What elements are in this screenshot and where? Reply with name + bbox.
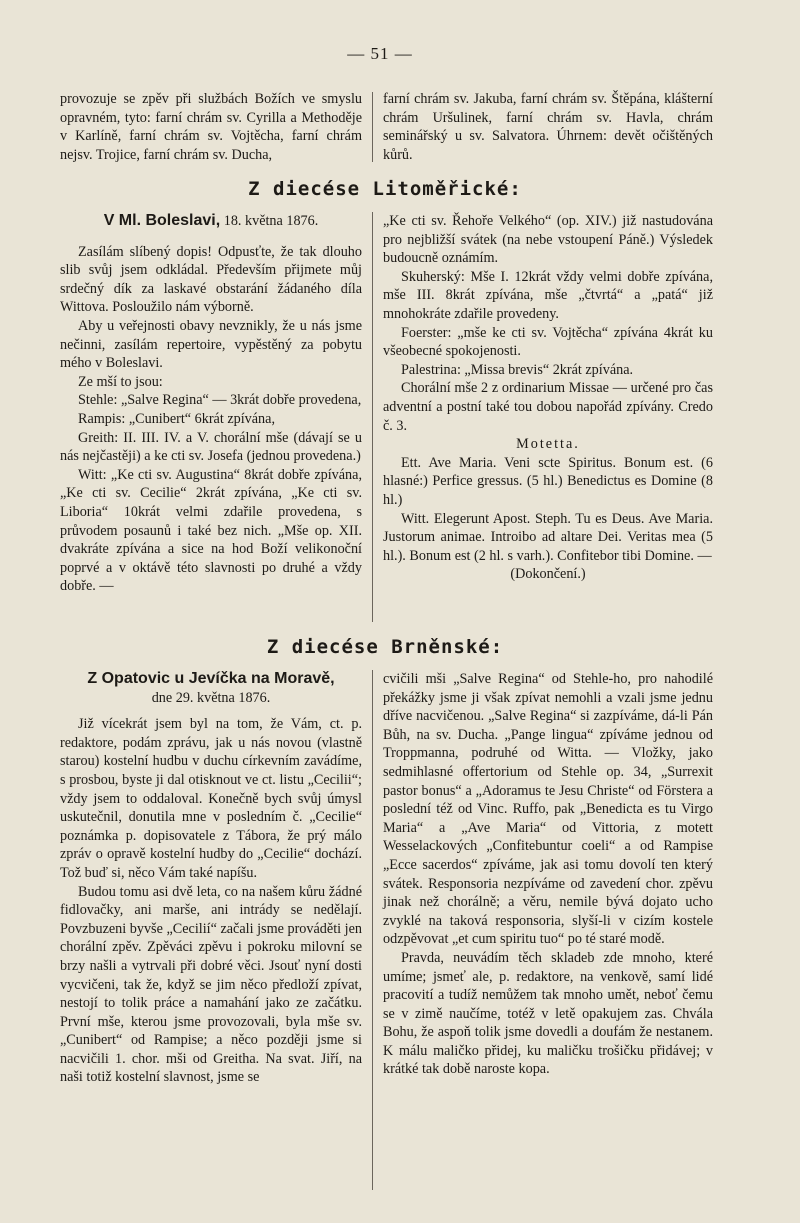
letter1-paragraph: Ze mší to jsou: [78,373,163,390]
section2-right-column [383,670,713,1079]
letter1-date: 18. května 1876. [220,213,319,229]
page-number: — 51 — [347,44,413,63]
letter2-paragraph: Budou tomu asi dvě leta, co na našem kůru žádné fidlovačky, ani marše, ani intrády se nedělají. Povzbuzeni byvše „Cecilií“ začali jsme prováděti jen chorální zpěv. Zpěváci zpěvu i pokroku milovní se brzy našli a vytrvali při dobré věci. Jsouť nyní dosti vycvičeni, tak že, když se jim něco předloží zpívat, nestojí to tolik práce a namahání jako ze začátku. První mše, kterou jsme provozovali, byla mše sv. „Cunibert“ od Rampise; a něco později jsme si nacvičili 1. chor. mši od Greitha. Na svat. Jiří, na naši totiž kostelní slavnost, jsme se [60,883,362,1086]
section-heading-brno: Z diecése Brněnské: [266,636,504,658]
letter2-date: dne 29. května 1876. [151,689,271,706]
letter2-place: Z Opatovic u Jevíčka na Moravě, [87,670,335,687]
letter2-paragraph: Pravda, neuvádím těch skladeb zde mnoho, které umíme; jsmeť ale, p. redaktore, na venkově, samí lidé pracovití a tudíž nemůžem tak mnoho umět, neboť čemu se v zimě naučíme, totéž v letě opakujem zas. Chvála Bohu, že aspoň tolik jsme dovedli a doufám že nestanem. K málu maličko přidej, ku maličku trošičku přidávej; v krátké tak době naroste kopa. [383,949,713,1078]
letter2-paragraph: cvičili mši „Salve Regina“ od Stehle-ho, pro nahodilé překážky jsme ji však zpívat nemohli a vzali jsme jednu dříve nacvičenou. „Salve Regina“ si zazpíváme, dá-li Pán Bůh, na sv. Ducha. „Pange lingua“ zpíváme jednou od Troppmanna, podruhé od Witta. — Vložky, jako sedmihlasné offertorium od Stehle op. 34, „Surrexit pastor bonus“ a „Adoramus te Jesu Christe“ od Förstera a poslední též od Vinc. Ruffo, pak „Benedicta es tu Virgo Maria“ a „Ave Maria“ od Vittoria, z motett Wesselackových „Confitebuntur coeli“ a od Rampise „Ecce sacerdos“ zpíváme, jak asi tomu dovolí ten který svátek. Responsoria nezpíváme od zavedení chor. zpěvu jinak než chorálně; a věru, nemile bývá dojato ucho zvyklé na taková responsoria, slyší-li v cizím kostele odzpěvovat „et cum spiritu tuo“ po té staré modě. [383,671,713,948]
top-left-column [60,90,362,164]
continued-note: (Dokončení.) [510,566,586,583]
section1-column-rule [372,212,373,622]
letter1-paragraph: Rampis: „Cunibert“ 6krát zpívána, [78,410,275,427]
letter1-paragraph: Witt: „Ke cti sv. Augustina“ 8krát dobře zpívána, „Ke cti sv. Cecilie“ 2krát zpívána, „Ke cti sv. Liboria“ 10krát velmi zdařile provedena, s průvodem posaunů i také bez nich. „Mše op. XII. dvakráte zpívána a sice na hod Boží velikonoční poprvé a v oktávě této slavnosti po druhé a vždy dobře. — [60,466,362,595]
letter1-paragraph: Ett. Ave Maria. Veni scte Spiritus. Bonum est. (6 hlasné:) Perfice gressus. (5 hl.) Benedictus es Domine (8 hl.) [383,454,713,508]
letter1-location [60,212,362,231]
letter1-paragraph: Aby u veřejnosti obavy nevznikly, že u nás jsme nečinni, zasílám repertoire, vypěstěný za pobytu mého v Boleslavi. [60,317,362,372]
letter1-place: V Ml. Boleslavi, [103,212,221,229]
top-left-text: provozuje se zpěv při službách Božích ve smyslu opravném, tyto: farní chrám sv. Cyrilla a Methoděje v Karlíně, farní chrám sv. Vojtěcha, farní chrám nejsv. Trojice, farní chrám sv. Ducha, [60,91,362,163]
letter1-paragraph: Chorální mše 2 z ordinarium Missae — určené pro čas adventní a postní také tou dobou napořád zpívány. Credo č. 3. [383,380,713,434]
motets-heading: Motetta. [516,436,580,453]
letter1-paragraph: Greith: II. III. IV. a V. chorální mše (dávají se u nás nejčastěji) a ke cti sv. Josefa (jednou provedena.) [60,429,362,465]
letter1-paragraph: Witt. Elegerunt Apost. Steph. Tu es Deus. Ave Maria. Justorum animae. Introibo ad altare Dei. Veritas mea (5 hl.). Bonum est (2 hl. s varh.). Confitebor tibi Domine. — [383,510,713,564]
letter1-paragraph: „Ke cti sv. Řehoře Velkého“ (op. XIV.) již nastudována pro nejbližší svátek (na nebe vstoupení Páně.) Výsledek budoucně oznámím. [383,213,713,267]
top-column-rule [372,92,373,162]
section1-left-column [60,212,362,596]
section-heading-litomerice: Z diecése Litoměřické: [248,178,522,200]
letter2-paragraph: Již vícekrát jsem byl na tom, že Vám, ct. p. redaktore, podám zprávu, jak u nás novou (vlastně starou) kostelní hudbu v duchu církevním zavádíme, s prosbou, byste ji dal otisknout ve ct. listu „Cecilii“; vždy jsem to oddaloval. Konečně bych svůj úmysl uskutečnil, donutila mne v posledním č. „Cecilie“ poznámka p. dopisovatele z Tábora, že prý málo zpráv o opravě kostelní hudby do „Cecilie“ dochází. Tož buď si, něco Vám také napíšu. [60,716,362,881]
section2-column-rule [372,670,373,1190]
top-right-column [383,90,713,164]
letter1-paragraph: Zasílám slíbený dopis! Odpusťte, že tak dlouho slib svůj jsem odkládal. Především přijmete můj srdečný dík za laskavé obstarání žádaného díla Wittova. Posloužilo nám výborně. [60,243,362,316]
top-right-text: farní chrám sv. Jakuba, farní chrám sv. Štěpána, klášterní chrám Uršulinek, farní chrám sv. Havla, chrám seminářský u sv. Salvatora. Úhrnem: devět očištěných kůrů. [383,91,713,163]
letter1-paragraph: Palestrina: „Missa brevis“ 2krát zpívána. [401,361,634,378]
letter1-paragraph: Skuherský: Mše I. 12krát vždy velmi dobře zpívána, mše III. 8krát zpívána, mše „čtvrtá“ a „patá“ již mnohokráte zdařile provedeny. [383,268,713,322]
section1-right-column [383,212,713,584]
section2-left-column [60,670,362,1087]
letter1-paragraph: Stehle: „Salve Regina“ — 3krát dobře provedena, [78,392,362,409]
letter1-paragraph: Foerster: „mše ke cti sv. Vojtěcha“ zpívána 4krát ku všeobecné spokojenosti. [383,324,713,360]
